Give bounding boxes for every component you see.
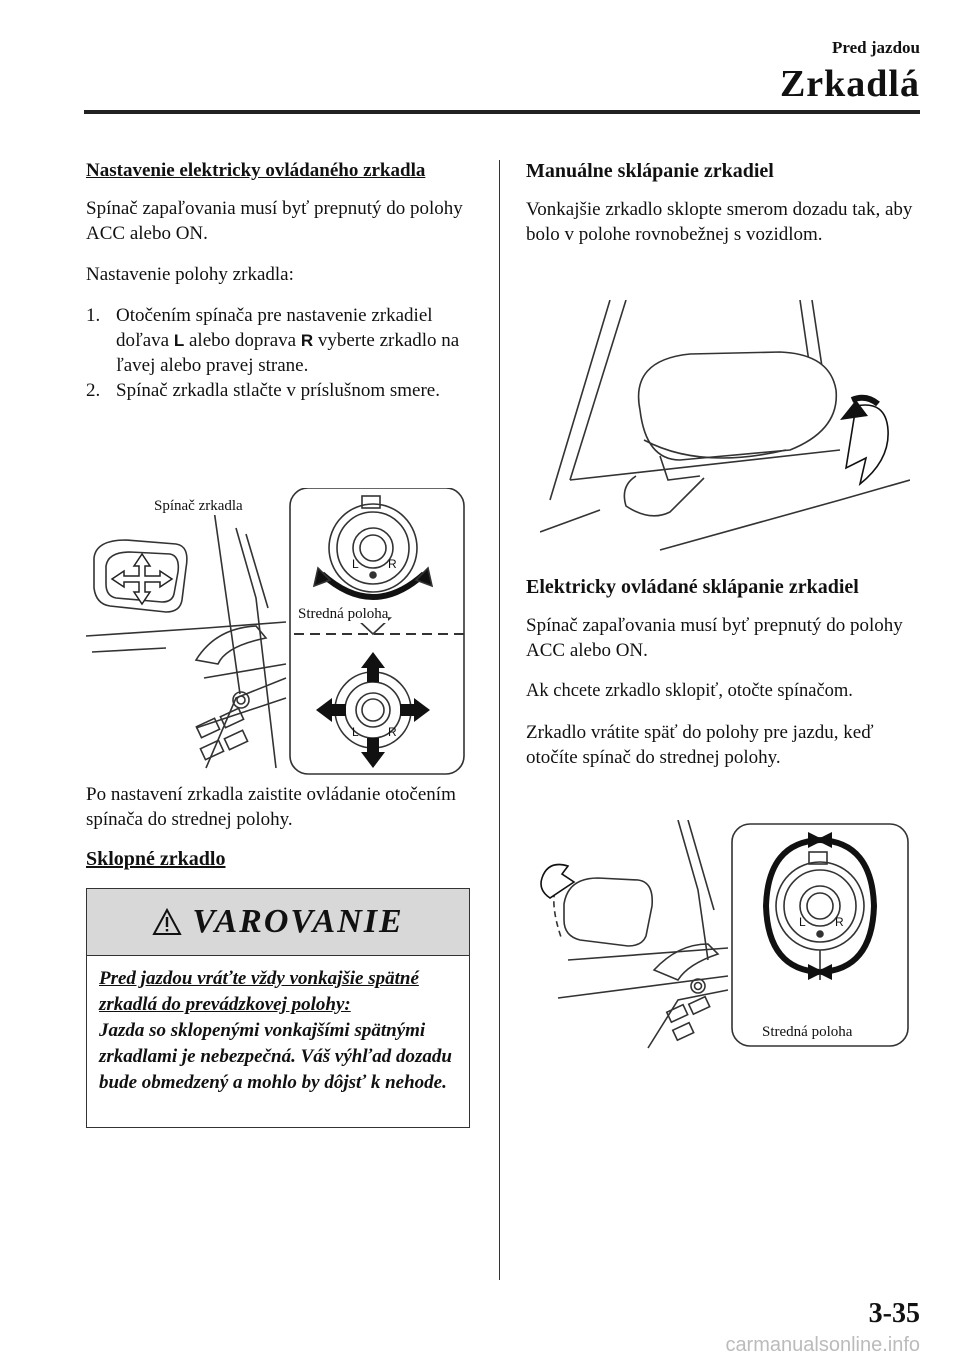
warning-text: Jazda so sklopenými vonkajšími spätnými zrkadlami je nebezpečná. Váš výhľad dozadu bude obmedzený a mohlo by dôjsť k nehode. [99, 1020, 452, 1093]
four-way-arrow-icon [112, 554, 172, 604]
left-column [86, 160, 476, 403]
warning-header [87, 889, 469, 956]
after-adjust-note: Po nastavení zrkadla zaistite ovládanie otočením spínača do strednej polohy. [86, 784, 456, 830]
l-glyph-icon: L [173, 331, 185, 350]
electric-fold-return: Zrkadlo vrátite späť do polohy pre jazdu, keď otočíte spínač do strednej polohy. [526, 722, 874, 768]
heading-manual-fold: Manuálne sklápanie zrkadiel [526, 160, 774, 182]
warning-box [86, 888, 470, 1128]
electric-fold-action: Ak chcete zrkadlo sklopiť, otočte spínačom. [526, 681, 853, 701]
left-column-lower [86, 782, 476, 885]
electric-fold-ignition: Spínač zapaľovania musí byť prepnutý do polohy ACC alebo ON. [526, 615, 903, 661]
dial-r-mark: R [388, 557, 397, 571]
mirror-outline-icon [564, 878, 652, 946]
warning-underlined: Pred jazdou vráťte vždy vonkajšie spätné zrkadlá do prevádzkovej polohy: [99, 968, 419, 1015]
column-divider [499, 160, 500, 1280]
section-label: Pred jazdou [832, 38, 920, 57]
fold-arrow-icon [541, 865, 574, 899]
dial-l-mark-lower: L [352, 725, 359, 739]
step-2 [86, 378, 476, 403]
figure-electric-fold [528, 820, 912, 1050]
page-number: 3-35 [868, 1298, 920, 1329]
step-1 [86, 303, 476, 378]
adjust-intro: Nastavenie polohy zrkadla: [86, 264, 294, 285]
fig3-label-neutral: Stredná poloha [762, 1024, 853, 1040]
dial-r-mark-lower: R [388, 725, 397, 739]
heading-electric-fold: Elektricky ovládané sklápanie zrkadiel [526, 576, 859, 598]
dial-l-mark-fig3: L [799, 915, 806, 929]
step-2-number: 2. [86, 380, 101, 401]
fig1-label-neutral: Stredná poloha [298, 606, 389, 622]
fig1-label-switch: Spínač zrkadla [154, 498, 243, 514]
dial-l-mark: L [352, 557, 359, 571]
warning-body [87, 956, 469, 1106]
page-title: Zrkadlá [779, 63, 920, 105]
knob-icon [691, 979, 705, 993]
step-1-number: 1. [86, 305, 101, 326]
ignition-note: Spínač zapaľovania musí byť prepnutý do polohy ACC alebo ON. [86, 198, 463, 244]
step-1-text: Otočením spínača pre nastavenie zrkadiel doľava L alebo doprava R vyberte zrkadlo na ľavej alebo pravej strane. [116, 305, 460, 376]
dial-r-mark-fig3: R [835, 915, 844, 929]
step-2-text: Spínač zrkadla stlačte v príslušnom smere. [116, 380, 440, 401]
right-column [526, 160, 926, 263]
warning-title: VAROVANIE [192, 903, 404, 940]
heading-electric-mirror: Nastavenie elektricky ovládaného zrkadla [86, 160, 426, 181]
warning-triangle-icon [152, 908, 182, 936]
r-glyph-icon: R [300, 331, 314, 350]
figure-mirror-switch [86, 488, 470, 778]
header-rule [84, 110, 920, 114]
watermark: carmanualsonline.info [725, 1334, 920, 1356]
right-column-lower [526, 576, 926, 786]
mirror-housing-icon [639, 352, 837, 460]
manual-fold-text: Vonkajšie zrkadlo sklopte smerom dozadu tak, aby bolo v polohe rovnobežnej s vozidlom. [526, 199, 913, 245]
heading-folding-mirror: Sklopné zrkadlo [86, 848, 226, 870]
figure-manual-fold [540, 300, 910, 570]
